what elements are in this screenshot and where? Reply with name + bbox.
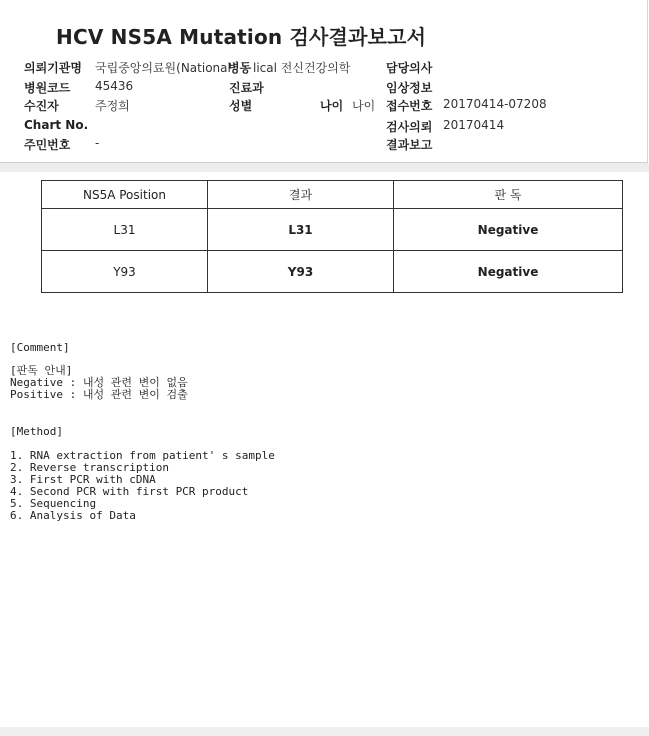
cell-result: L31 bbox=[208, 209, 394, 251]
hospital-code-label: 병원코드 bbox=[24, 81, 71, 95]
method-heading: [Method] bbox=[10, 425, 63, 438]
column-header-result: 결과 bbox=[208, 181, 394, 209]
patient-label: 수진자 bbox=[24, 99, 59, 113]
mutation-result-table bbox=[41, 180, 623, 293]
age-value: 나이 bbox=[352, 99, 376, 113]
request-date-label: 검사의뢰 bbox=[386, 120, 433, 134]
report-date-label: 결과보고 bbox=[386, 138, 433, 152]
request-date-value: 20170414 bbox=[443, 118, 505, 132]
method-step: 5. Sequencing bbox=[10, 497, 97, 510]
guide-heading: [판독 안내] bbox=[10, 364, 73, 377]
column-header-interpretation: 판 독 bbox=[394, 181, 623, 209]
cell-result: Y93 bbox=[208, 251, 394, 293]
column-header-position: NS5A Position bbox=[42, 181, 208, 209]
report-header bbox=[0, 0, 648, 163]
table-row bbox=[42, 209, 623, 251]
table-row bbox=[42, 251, 623, 293]
comment-heading: [Comment] bbox=[10, 341, 70, 354]
receipt-no-label: 접수번호 bbox=[386, 99, 433, 113]
age-label: 나이 bbox=[320, 99, 344, 113]
method-step: 3. First PCR with cDNA bbox=[10, 473, 156, 486]
ward-label: 병동 bbox=[228, 61, 252, 75]
doctor-label: 담당의사 bbox=[386, 61, 433, 75]
hospital-code-value: 45436 bbox=[95, 79, 134, 93]
resident-no-value: - bbox=[95, 136, 100, 150]
cell-position: Y93 bbox=[42, 251, 208, 293]
chart-no-label: Chart No. bbox=[24, 118, 89, 132]
receipt-no-value: 20170414-07208 bbox=[443, 97, 547, 111]
negative-guide-line: Negative : 내성 관련 변이 없음 bbox=[10, 376, 188, 389]
resident-no-label: 주민번호 bbox=[24, 138, 71, 152]
sex-label: 성별 bbox=[229, 99, 253, 113]
method-step: 2. Reverse transcription bbox=[10, 461, 169, 474]
institution-value: 국립중앙의료원(National bbox=[95, 61, 231, 75]
section-divider bbox=[0, 163, 649, 172]
cell-interpretation: Negative bbox=[394, 209, 623, 251]
clinical-info-label: 임상정보 bbox=[386, 81, 433, 95]
cell-interpretation: Negative bbox=[394, 251, 623, 293]
department-label: 진료과 bbox=[229, 81, 264, 95]
positive-guide-line: Positive : 내성 관련 변이 검출 bbox=[10, 388, 188, 401]
footer-divider bbox=[0, 727, 649, 736]
patient-value: 주정희 bbox=[95, 99, 130, 113]
ward-value: lical 전신건강의학 bbox=[253, 61, 351, 75]
institution-label: 의뢰기관명 bbox=[24, 61, 82, 75]
report-title: HCV NS5A Mutation 검사결과보고서 bbox=[56, 25, 427, 49]
table-header-row bbox=[42, 181, 623, 209]
cell-position: L31 bbox=[42, 209, 208, 251]
method-step: 4. Second PCR with first PCR product bbox=[10, 485, 249, 498]
method-step: 6. Analysis of Data bbox=[10, 509, 136, 522]
method-step: 1. RNA extraction from patient' s sample bbox=[10, 449, 275, 462]
